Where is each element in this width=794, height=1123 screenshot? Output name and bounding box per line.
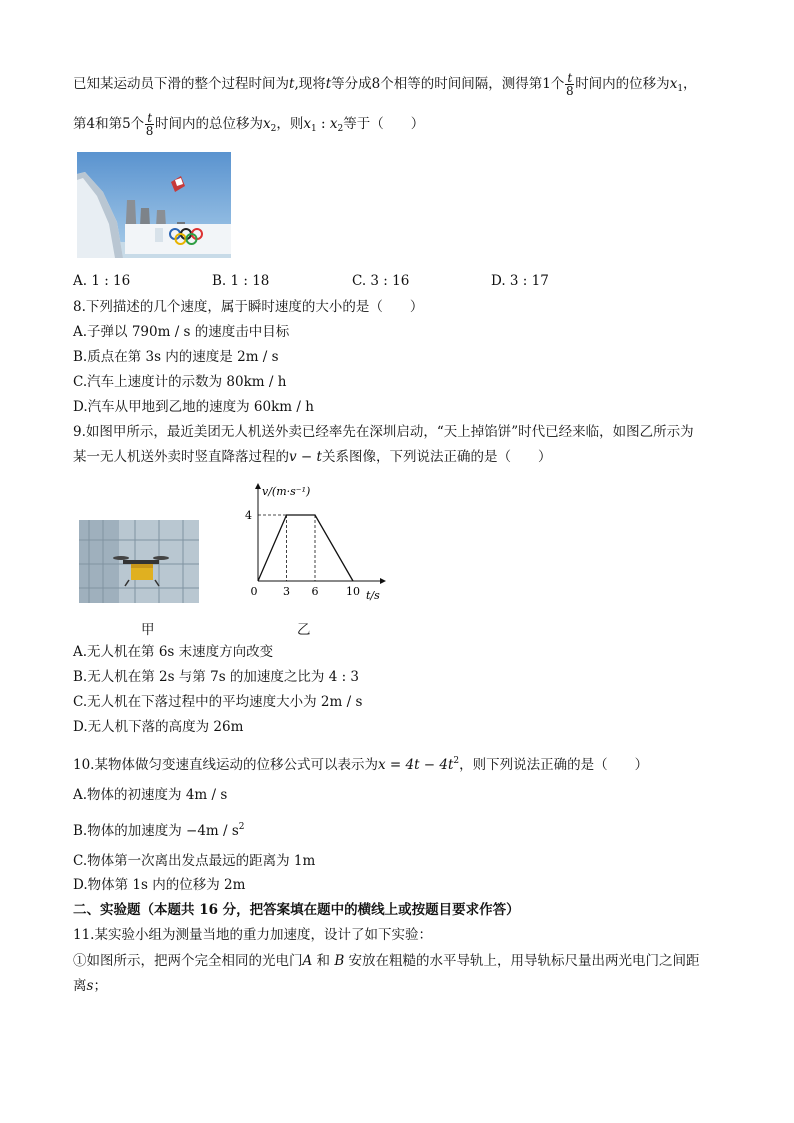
q7-text: 已知某运动员下滑的整个过程时间为 — [73, 76, 289, 92]
q9-stem-line1: 9.如图甲所示，最近美团无人机送外卖已经率先在深圳启动，“天上掉馅饼”时代已经来临，如图乙所示为 — [73, 424, 694, 440]
drone-photo — [79, 520, 199, 603]
v-t-symbol: v − t — [289, 449, 322, 465]
q8-option-c[interactable]: C.汽车上速度计的示数为 80km / h — [73, 374, 287, 390]
q7-text: 时间内的位移为 — [575, 76, 670, 92]
q9-stem-line2: 某一无人机送外卖时竖直降落过程的v − t关系图像，下列说法正确的是（ ） — [73, 449, 552, 465]
q7-text: 第4和第5个 — [73, 116, 145, 132]
x-axis-arrow — [380, 578, 386, 584]
q7-option-d[interactable]: D. 3 : 17 — [491, 273, 549, 289]
velocity-series-line — [258, 515, 353, 581]
q7-line1: 已知某运动员下滑的整个过程时间为t,现将t等分成8个相等的时间间隔，测得第1个 $\frac{t}{8}$ 时间内的位移为$x_1$， — [73, 71, 697, 98]
q7-option-b[interactable]: B. 1 : 18 — [212, 273, 270, 289]
q10-option-d[interactable]: D.物体第 1s 内的位移为 2m — [73, 877, 246, 893]
fraction-t-over-8: $\frac{t}{8}$ — [145, 111, 154, 138]
q10-option-b[interactable]: B.物体的加速度为 $-4m / s^2$ — [73, 822, 245, 839]
q7-text: 时间内的总位移为 — [155, 116, 264, 132]
q8-option-a[interactable]: A.子弹以 790m / s 的速度击中目标 — [73, 324, 290, 340]
q7-line2: 第4和第5个 $\frac{t}{8}$ 时间内的总位移为$x_2$，则$x_1$ : $x_2$等于（ ） — [73, 111, 425, 138]
y-axis-arrow — [255, 483, 261, 489]
q8-option-d[interactable]: D.汽车从甲地到乙地的速度为 60km / h — [73, 399, 314, 415]
section-heading: 二、实验题（本题共 16 分，把答案填在题中的横线上或按题目要求作答） — [73, 902, 520, 918]
x-tick-label: 6 — [311, 585, 319, 598]
figure-label-jia: 甲 — [141, 622, 155, 638]
fraction-t-over-8: $\frac{t}{8}$ — [565, 71, 574, 98]
q10-stem: 10.某物体做匀变速直线运动的位移公式可以表示为$x = 4t - 4t^2$，则下列说法正确的是（ ） — [73, 756, 649, 773]
y-axis-label: v/(m·s⁻¹) — [262, 485, 311, 498]
q9-option-a[interactable]: A.无人机在第 6s 末速度方向改变 — [73, 644, 274, 660]
x-tick-label: 0 — [250, 585, 258, 598]
position-formula: x = 4t − 4t — [377, 757, 454, 773]
q9-option-c[interactable]: C.无人机在下落过程中的平均速度大小为 2m / s — [73, 694, 363, 710]
var-x1: x — [669, 76, 678, 92]
var-t: t — [289, 76, 295, 92]
x-tick-label: 3 — [283, 585, 290, 598]
q7-option-c[interactable]: C. 3 : 16 — [352, 273, 410, 289]
figure-label-yi: 乙 — [297, 622, 311, 638]
x-tick-label: 10 — [346, 585, 360, 598]
x-axis-label: t/s — [366, 589, 380, 602]
q10-option-a[interactable]: A.物体的初速度为 4m / s — [73, 787, 228, 803]
q9-option-d[interactable]: D.无人机下落的高度为 26m — [73, 719, 244, 735]
q7-option-a[interactable]: A. 1 : 16 — [73, 273, 131, 289]
q8-option-b[interactable]: B.质点在第 3s 内的速度是 2m / s — [73, 349, 279, 365]
q9-option-b[interactable]: B.无人机在第 2s 与第 7s 的加速度之比为 4 : 3 — [73, 669, 360, 685]
q10-option-c[interactable]: C.物体第一次离出发点最远的距离为 1m — [73, 853, 316, 869]
vt-graph — [240, 475, 390, 605]
q7-text: 等分成8个相等的时间间隔，测得第1个 — [331, 76, 565, 92]
q7-text: 现将 — [298, 76, 326, 92]
ski-jump-photo — [77, 152, 231, 258]
var-t: t — [325, 76, 332, 92]
q8-stem: 8.下列描述的几个速度，属于瞬时速度的大小的是（ ） — [73, 299, 424, 315]
y-tick-label: 4 — [245, 509, 252, 522]
q11-stem: 11.某实验小组为测量当地的重力加速度，设计了如下实验： — [73, 927, 432, 943]
q11-step1-line2: 离s； — [73, 978, 107, 994]
q11-step1-line1: ①如图所示，把两个完全相同的光电门A 和 B 安放在粗糙的水平导轨上，用导轨标尺量出两光电门之间距 — [73, 953, 700, 969]
